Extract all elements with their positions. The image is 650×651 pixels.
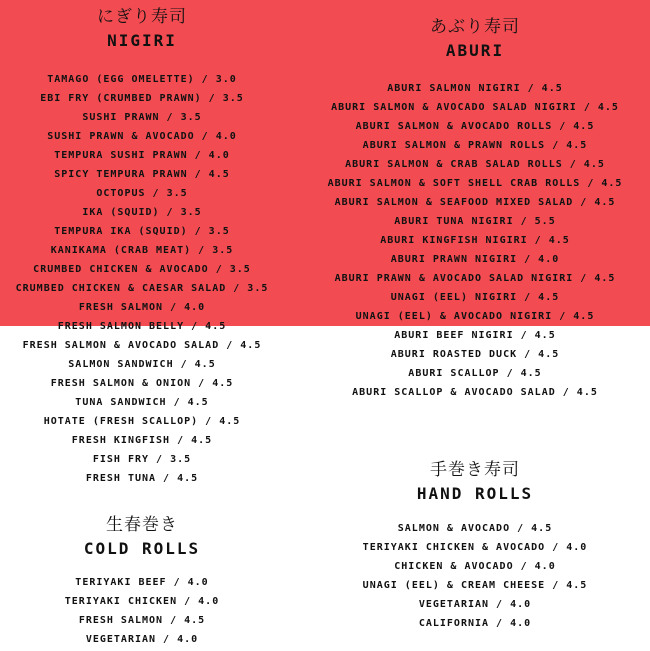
- menu-item: TEMPURA IKA (SQUID) / 3.5: [54, 226, 230, 237]
- nigiri-title-jp: にぎり寿司: [97, 7, 187, 27]
- hand-rolls-title-jp: 手巻き寿司: [430, 460, 520, 480]
- menu-item: FISH FRY / 3.5: [92, 454, 192, 465]
- menu-item: TERIYAKI BEEF / 4.0: [75, 577, 209, 588]
- cold-rolls-section: [0, 514, 284, 649]
- menu-item: IKA (SQUID) / 3.5: [82, 207, 202, 218]
- menu-item: ABURI SALMON & PRAWN ROLLS / 4.5: [362, 140, 588, 151]
- menu-item: TEMPURA SUSHI PRAWN / 4.0: [54, 150, 230, 161]
- menu-item: FRESH SALMON / 4.5: [78, 615, 206, 626]
- menu-item: CRUMBED CHICKEN & CAESAR SALAD / 3.5: [15, 283, 269, 294]
- menu-item: CALIFORNIA / 4.0: [418, 618, 532, 629]
- menu-item: UNAGI (EEL) & AVOCADO NIGIRI / 4.5: [355, 311, 595, 322]
- menu-item: UNAGI (EEL) & CREAM CHEESE / 4.5: [362, 580, 588, 591]
- menu-item: ABURI SALMON & AVOCADO ROLLS / 4.5: [355, 121, 595, 132]
- aburi-title-jp: あぶり寿司: [430, 17, 520, 37]
- menu-item: FRESH SALMON & ONION / 4.5: [50, 378, 234, 389]
- menu-item: ABURI ROASTED DUCK / 4.5: [390, 349, 560, 360]
- menu-item: ABURI KINGFISH NIGIRI / 4.5: [380, 235, 570, 246]
- menu-item: EBI FRY (CRUMBED PRAWN) / 3.5: [40, 93, 244, 104]
- aburi-title: ABURI: [445, 41, 505, 60]
- menu-item: ABURI SCALLOP / 4.5: [408, 368, 542, 379]
- menu-item: FRESH SALMON & AVOCADO SALAD / 4.5: [22, 340, 262, 351]
- hand-rolls-section: [316, 459, 634, 633]
- menu-item: VEGETARIAN / 4.0: [85, 634, 199, 645]
- aburi-menu-list: [316, 79, 634, 402]
- menu-item: CRUMBED CHICKEN & AVOCADO / 3.5: [33, 264, 251, 275]
- menu-item: UNAGI (EEL) NIGIRI / 4.5: [390, 292, 560, 303]
- menu-item: SALMON & AVOCADO / 4.5: [397, 523, 553, 534]
- menu-item: FRESH TUNA / 4.5: [85, 473, 199, 484]
- menu-item: ABURI TUNA NIGIRI / 5.5: [394, 216, 556, 227]
- menu-item: HOTATE (FRESH SCALLOP) / 4.5: [43, 416, 241, 427]
- nigiri-menu-list: [0, 70, 284, 488]
- menu-item: KANIKAMA (CRAB MEAT) / 3.5: [50, 245, 234, 256]
- menu-item: ABURI PRAWN & AVOCADO SALAD NIGIRI / 4.5: [334, 273, 616, 284]
- menu-item: FRESH KINGFISH / 4.5: [71, 435, 213, 446]
- menu-item: ABURI PRAWN NIGIRI / 4.0: [390, 254, 560, 265]
- menu-item: FRESH SALMON BELLY / 4.5: [57, 321, 227, 332]
- menu-item: TUNA SANDWICH / 4.5: [75, 397, 209, 408]
- menu-item: TERIYAKI CHICKEN / 4.0: [64, 596, 220, 607]
- menu-item: SUSHI PRAWN / 3.5: [82, 112, 202, 123]
- cold-rolls-menu-list: [0, 573, 284, 649]
- menu-item: TERIYAKI CHICKEN & AVOCADO / 4.0: [362, 542, 588, 553]
- menu-item: ABURI SALMON & SOFT SHELL CRAB ROLLS / 4.5: [327, 178, 623, 189]
- menu-item: ABURI SCALLOP & AVOCADO SALAD / 4.5: [352, 387, 598, 398]
- hand-rolls-menu-list: [316, 519, 634, 633]
- menu-item: ABURI BEEF NIGIRI / 4.5: [394, 330, 556, 341]
- menu-item: ABURI SALMON NIGIRI / 4.5: [387, 83, 563, 94]
- menu-item: VEGETARIAN / 4.0: [418, 599, 532, 610]
- menu-item: SPICY TEMPURA PRAWN / 4.5: [54, 169, 230, 180]
- menu-item: OCTOPUS / 3.5: [96, 188, 188, 199]
- menu-item: ABURI SALMON & SEAFOOD MIXED SALAD / 4.5: [334, 197, 616, 208]
- nigiri-section: [0, 6, 284, 488]
- menu-item: TAMAGO (EGG OMELETTE) / 3.0: [47, 74, 237, 85]
- menu-item: ABURI SALMON & CRAB SALAD ROLLS / 4.5: [345, 159, 605, 170]
- cold-rolls-title: COLD ROLLS: [83, 539, 201, 558]
- cold-rolls-title-jp: 生春巻き: [106, 515, 178, 535]
- menu-item: SALMON SANDWICH / 4.5: [68, 359, 216, 370]
- nigiri-title: NIGIRI: [107, 31, 177, 50]
- hand-rolls-title: HAND ROLLS: [416, 484, 534, 503]
- menu-item: FRESH SALMON / 4.0: [78, 302, 206, 313]
- menu-item: ABURI SALMON & AVOCADO SALAD NIGIRI / 4.5: [331, 102, 619, 113]
- menu-item: CHICKEN & AVOCADO / 4.0: [394, 561, 556, 572]
- menu-item: SUSHI PRAWN & AVOCADO / 4.0: [47, 131, 237, 142]
- aburi-section: [316, 16, 634, 402]
